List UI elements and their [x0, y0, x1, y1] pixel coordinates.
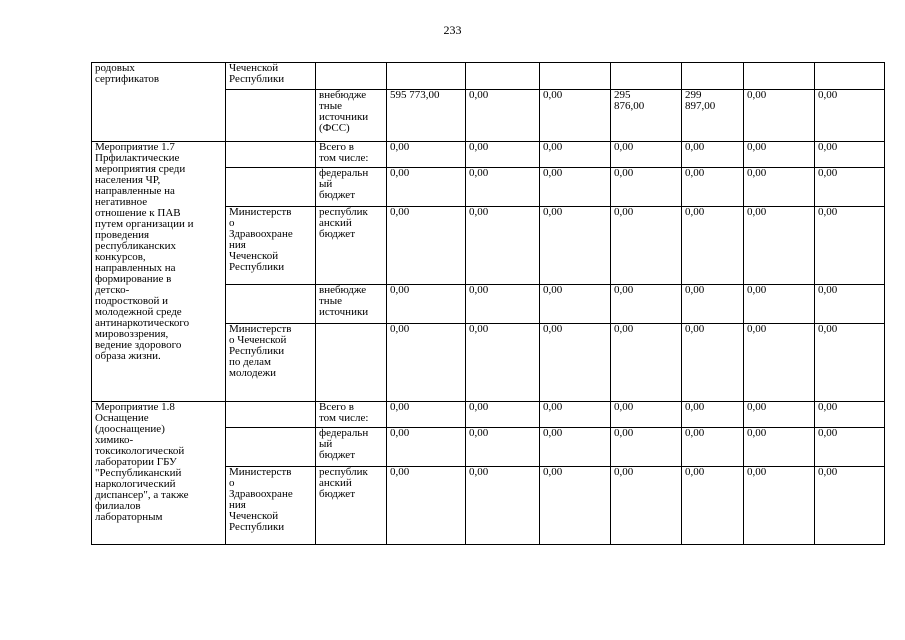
value-cell: 299 897,00	[682, 90, 744, 142]
value-cell: 0,00	[815, 402, 885, 428]
source-cell: федеральн ый бюджет	[316, 428, 387, 467]
measure-title: Мероприятие 1.8 Оснащение (дооснащение) химико- токсикологической лаборатории ГБУ "Республиканский наркологический диспансер", а также филиалов лабораторным	[92, 402, 226, 545]
source-cell: республик анский бюджет	[316, 207, 387, 285]
value-cell: 0,00	[466, 324, 540, 402]
value-cell: 0,00	[466, 467, 540, 545]
value-cell: 0,00	[744, 142, 815, 168]
value-cell: 0,00	[744, 324, 815, 402]
value-cell: 0,00	[744, 467, 815, 545]
executor-cell: Министерств о Чеченской Республики по делам молодежи	[226, 324, 316, 402]
value-cell: 0,00	[466, 90, 540, 142]
value-cell: 0,00	[682, 142, 744, 168]
value-cell: 0,00	[540, 142, 611, 168]
value-cell: 0,00	[682, 428, 744, 467]
value-cell: 0,00	[682, 207, 744, 285]
table-row	[92, 142, 885, 168]
value-cell	[744, 63, 815, 90]
value-cell: 0,00	[744, 428, 815, 467]
table-row	[92, 402, 885, 428]
value-cell: 0,00	[466, 402, 540, 428]
value-cell: 0,00	[540, 285, 611, 324]
value-cell: 0,00	[466, 168, 540, 207]
executor-cell	[226, 142, 316, 168]
source-cell: Всего в том числе:	[316, 142, 387, 168]
value-cell: 0,00	[682, 402, 744, 428]
value-cell: 0,00	[815, 168, 885, 207]
budget-table	[91, 62, 885, 545]
value-cell: 0,00	[611, 142, 682, 168]
value-cell: 0,00	[744, 285, 815, 324]
value-cell: 0,00	[744, 168, 815, 207]
measure-title: родовых сертификатов	[92, 63, 226, 142]
value-cell: 0,00	[540, 467, 611, 545]
source-cell: внебюдже тные источники	[316, 285, 387, 324]
source-cell: республик анский бюджет	[316, 467, 387, 545]
value-cell: 0,00	[611, 324, 682, 402]
source-cell: федеральн ый бюджет	[316, 168, 387, 207]
value-cell: 0,00	[744, 207, 815, 285]
executor-cell	[226, 428, 316, 467]
value-cell: 0,00	[815, 467, 885, 545]
value-cell: 0,00	[682, 285, 744, 324]
value-cell: 0,00	[466, 207, 540, 285]
executor-cell: Чеченской Республики	[226, 63, 316, 90]
value-cell: 0,00	[466, 285, 540, 324]
value-cell: 0,00	[540, 428, 611, 467]
value-cell: 0,00	[540, 90, 611, 142]
value-cell: 595 773,00	[387, 90, 466, 142]
table-row	[92, 63, 885, 90]
value-cell: 0,00	[611, 207, 682, 285]
executor-cell	[226, 90, 316, 142]
value-cell: 0,00	[540, 168, 611, 207]
source-cell: внебюдже тные источники (ФСС)	[316, 90, 387, 142]
value-cell: 0,00	[682, 168, 744, 207]
value-cell	[387, 63, 466, 90]
value-cell: 0,00	[815, 428, 885, 467]
source-cell	[316, 63, 387, 90]
value-cell: 0,00	[815, 90, 885, 142]
value-cell: 0,00	[611, 285, 682, 324]
value-cell	[540, 63, 611, 90]
value-cell: 0,00	[815, 285, 885, 324]
value-cell: 0,00	[540, 324, 611, 402]
value-cell: 0,00	[682, 467, 744, 545]
source-cell	[316, 324, 387, 402]
value-cell: 0,00	[744, 402, 815, 428]
value-cell	[682, 63, 744, 90]
value-cell: 0,00	[611, 428, 682, 467]
value-cell: 0,00	[466, 428, 540, 467]
value-cell: 0,00	[540, 207, 611, 285]
measure-title: Мероприятие 1.7 Прфилактические мероприятия среди населения ЧР, направленные на негативное отношение к ПАВ путем организации и проведения республиканских конкурсов, направленных на формирование в детско- подростковой и молодежной среде антинаркотического мировоззрения, ведение здорового образа жизни.	[92, 142, 226, 402]
value-cell: 295 876,00	[611, 90, 682, 142]
value-cell: 0,00	[387, 428, 466, 467]
executor-cell: Министерств о Здравоохране ния Чеченской Республики	[226, 467, 316, 545]
executor-cell	[226, 402, 316, 428]
page-number: 233	[443, 23, 462, 37]
value-cell: 0,00	[466, 142, 540, 168]
value-cell: 0,00	[387, 324, 466, 402]
value-cell: 0,00	[387, 467, 466, 545]
value-cell: 0,00	[815, 207, 885, 285]
value-cell: 0,00	[815, 142, 885, 168]
value-cell: 0,00	[611, 168, 682, 207]
value-cell: 0,00	[611, 467, 682, 545]
executor-cell: Министерств о Здравоохране ния Чеченской Республики	[226, 207, 316, 285]
value-cell: 0,00	[682, 324, 744, 402]
value-cell: 0,00	[387, 142, 466, 168]
value-cell: 0,00	[540, 402, 611, 428]
value-cell: 0,00	[387, 402, 466, 428]
value-cell: 0,00	[744, 90, 815, 142]
value-cell	[466, 63, 540, 90]
value-cell	[611, 63, 682, 90]
value-cell: 0,00	[611, 402, 682, 428]
executor-cell	[226, 285, 316, 324]
value-cell: 0,00	[387, 285, 466, 324]
value-cell	[815, 63, 885, 90]
value-cell: 0,00	[387, 168, 466, 207]
source-cell: Всего в том числе:	[316, 402, 387, 428]
value-cell: 0,00	[387, 207, 466, 285]
value-cell: 0,00	[815, 324, 885, 402]
executor-cell	[226, 168, 316, 207]
